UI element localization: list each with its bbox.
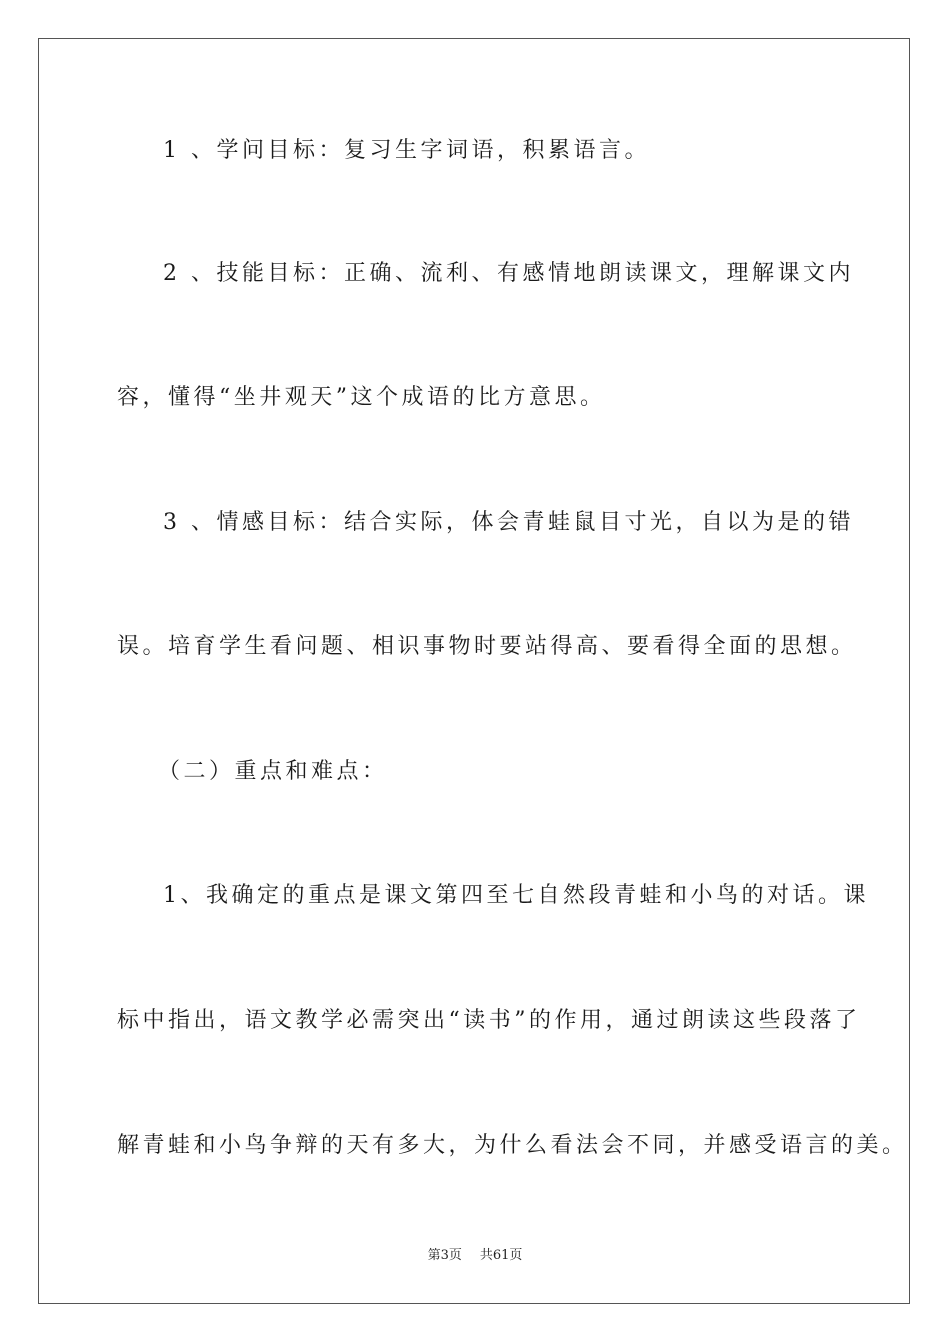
paragraph-line-7: 1、我确定的重点是课文第四至七自然段青蛙和小鸟的对话。课 [163,883,869,908]
paragraph-line-2: 2 、技能目标：正确、流利、有感情地朗读课文，理解课文内 [163,261,854,286]
paragraph-line-5: 误。培育学生看问题、相识事物时要站得高、要看得全面的思想。 [117,634,857,659]
paragraph-line-1: 1 、学问目标：复习生字词语，积累语言。 [163,138,650,163]
page-number: 第3页 [427,1248,462,1263]
paragraph-line-9: 解青蛙和小鸟争辩的天有多大，为什么看法会不同，并感受语言的美。 [117,1133,908,1158]
paragraph-line-8: 标中指出，语文教学必需突出“读书”的作用，通过朗读这些段落了 [117,1008,861,1033]
section-heading: （二）重点和难点： [158,759,388,784]
page-footer [0,1246,950,1266]
page-total: 共61页 [479,1248,523,1263]
paragraph-line-3: 容，懂得“坐井观天”这个成语的比方意思。 [117,385,606,410]
page-border [38,38,910,1304]
paragraph-line-4: 3 、情感目标：结合实际，体会青蛙鼠目寸光，自以为是的错 [163,510,854,535]
